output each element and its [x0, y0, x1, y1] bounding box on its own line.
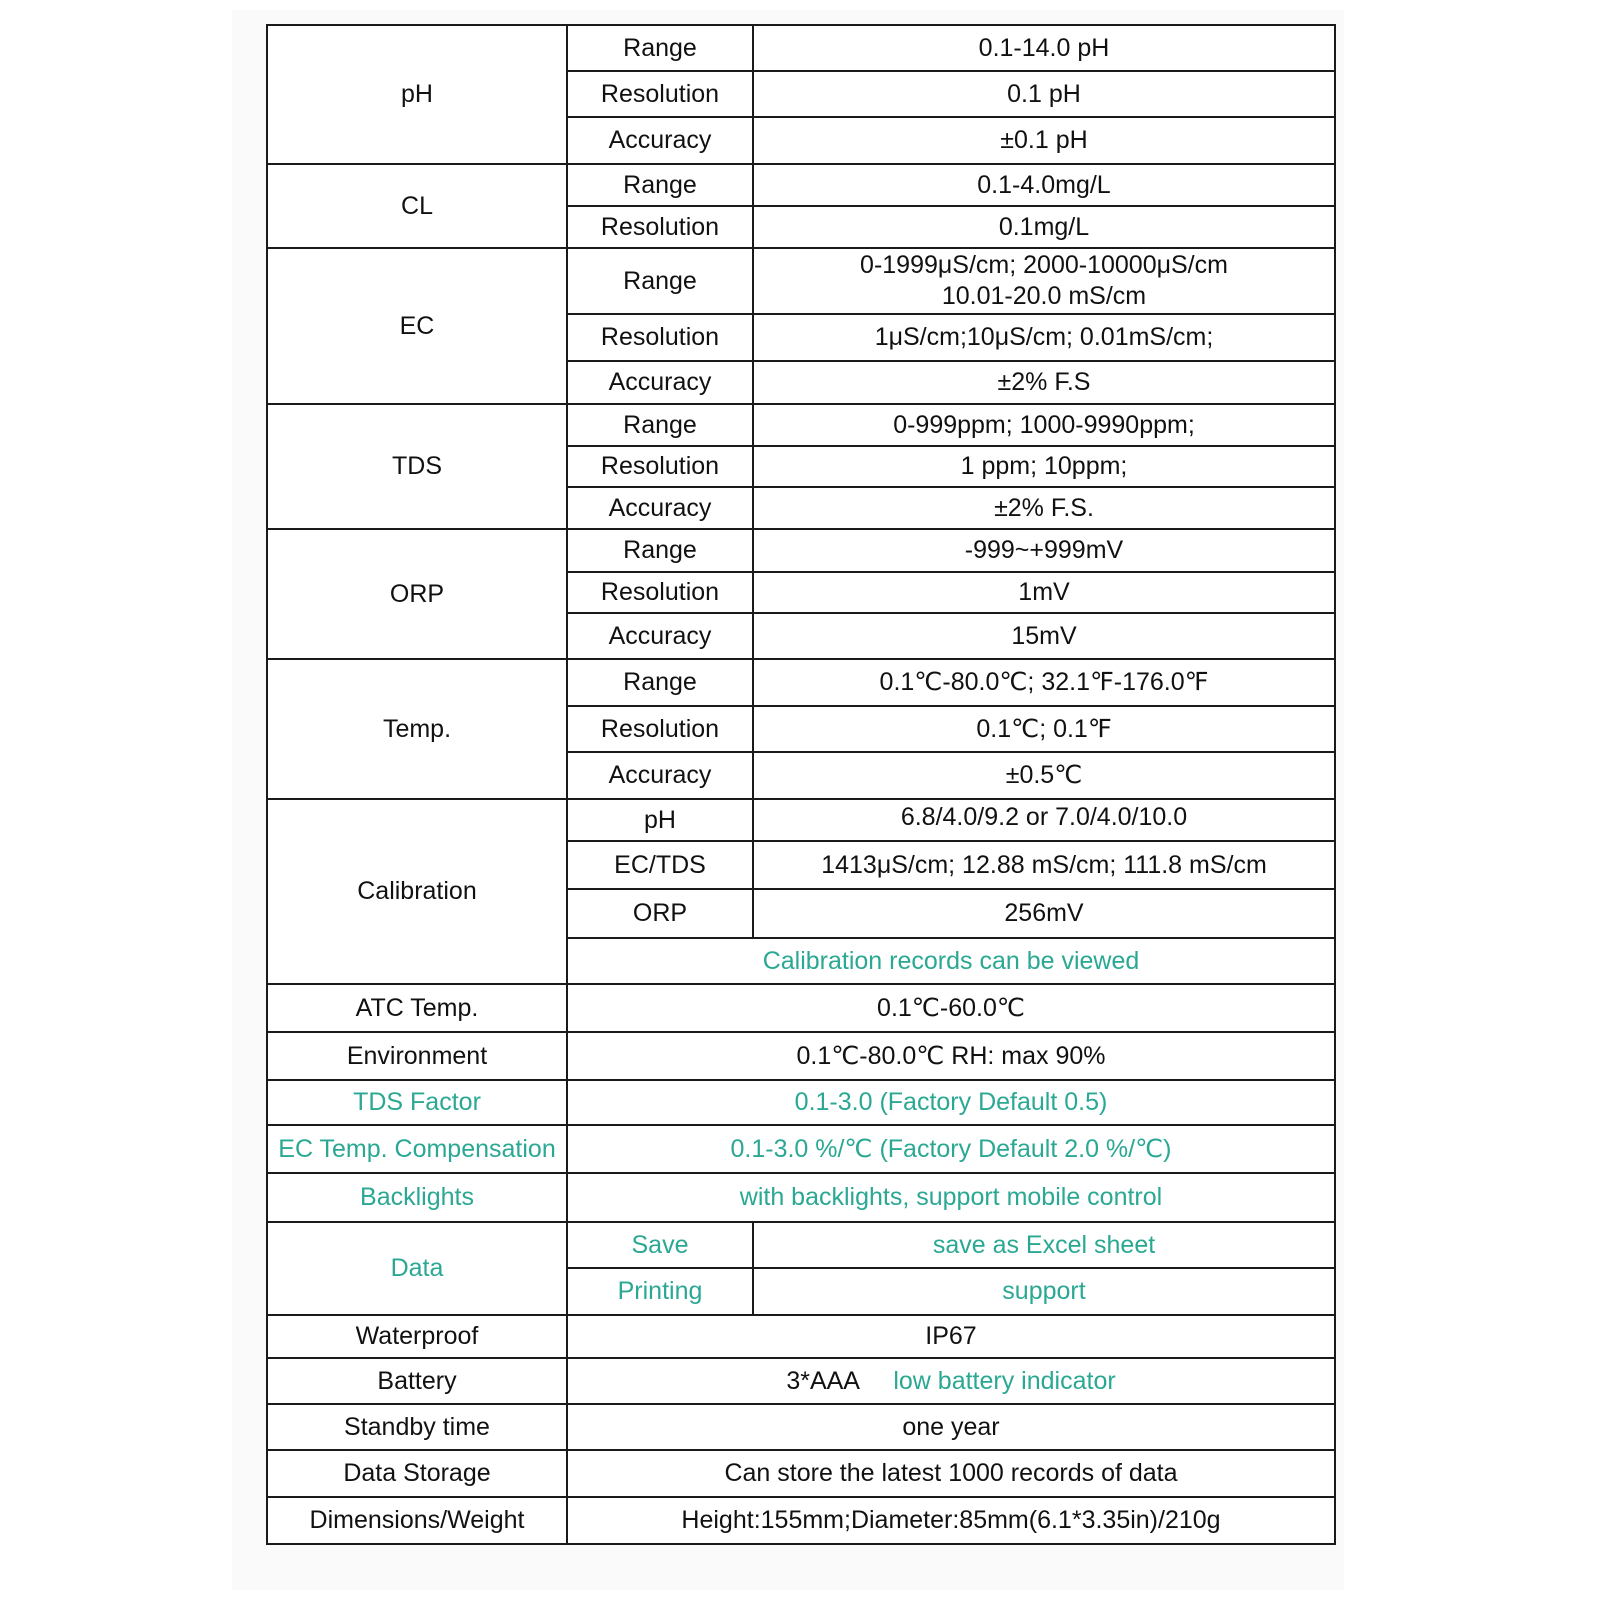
value-cell: 0-999ppm; 1000-9990ppm;: [753, 404, 1335, 446]
param-cell: Range: [567, 659, 753, 706]
param-cell: Range: [567, 164, 753, 206]
value-cell: Can store the latest 1000 records of data: [567, 1450, 1335, 1497]
param-cell: Range: [567, 25, 753, 71]
value-cell: one year: [567, 1404, 1335, 1450]
value-cell: 1413μS/cm; 12.88 mS/cm; 111.8 mS/cm: [753, 841, 1335, 889]
param-cell: Save: [567, 1222, 753, 1268]
param-cell: Range: [567, 529, 753, 572]
value-cell: 0.1-3.0 (Factory Default 0.5): [567, 1080, 1335, 1125]
table-row: [267, 1315, 1335, 1358]
table-row: [267, 799, 1335, 841]
calibration-note: Calibration records can be viewed: [567, 938, 1335, 984]
value-cell: 1 ppm; 10ppm;: [753, 446, 1335, 487]
param-cell: Resolution: [567, 71, 753, 117]
table-row: [267, 248, 1335, 314]
group-label-temp: Temp.: [267, 659, 567, 799]
value-cell: with backlights, support mobile control: [567, 1173, 1335, 1222]
param-cell: Range: [567, 248, 753, 314]
value-cell: 15mV: [753, 613, 1335, 659]
table-row: [267, 1080, 1335, 1125]
table-row: [267, 1404, 1335, 1450]
group-label-calibration: Calibration: [267, 799, 567, 984]
param-cell: Accuracy: [567, 752, 753, 799]
table-row: [267, 1173, 1335, 1222]
table-row: [267, 984, 1335, 1032]
param-cell: EC/TDS: [567, 841, 753, 889]
param-cell: Resolution: [567, 706, 753, 752]
param-cell: Resolution: [567, 314, 753, 361]
table-row: [267, 1032, 1335, 1080]
param-cell: Accuracy: [567, 487, 753, 529]
row-label: ATC Temp.: [267, 984, 567, 1032]
param-cell: Accuracy: [567, 117, 753, 164]
param-cell: Printing: [567, 1268, 753, 1315]
value-cell: 0.1℃-80.0℃; 32.1℉-176.0℉: [753, 659, 1335, 706]
value-cell-two-line: [753, 248, 1335, 314]
row-label: Backlights: [267, 1173, 567, 1222]
param-cell: pH: [567, 799, 753, 841]
value-cell: -999~+999mV: [753, 529, 1335, 572]
param-cell: Resolution: [567, 446, 753, 487]
value-cell: ±2% F.S: [753, 361, 1335, 404]
table-row: [267, 1497, 1335, 1544]
value-cell: 0.1mg/L: [753, 206, 1335, 248]
param-cell: ORP: [567, 889, 753, 938]
value-cell: ±0.1 pH: [753, 117, 1335, 164]
table-row: [267, 529, 1335, 572]
param-cell: Range: [567, 404, 753, 446]
spec-table: [266, 24, 1336, 1545]
value-cell: 6.8/4.0/9.2 or 7.0/4.0/10.0: [753, 799, 1335, 841]
value-cell: Height:155mm;Diameter:85mm(6.1*3.35in)/210g: [567, 1497, 1335, 1544]
value-cell: 1mV: [753, 572, 1335, 613]
table-row: [267, 1450, 1335, 1497]
row-label: Dimensions/Weight: [267, 1497, 567, 1544]
value-cell: ±2% F.S.: [753, 487, 1335, 529]
battery-indicator-note: low battery indicator: [893, 1366, 1116, 1395]
value-cell: 0.1-4.0mg/L: [753, 164, 1335, 206]
param-cell: Accuracy: [567, 613, 753, 659]
value-line: 0-1999μS/cm; 2000-10000μS/cm: [860, 251, 1228, 279]
value-cell: 0.1 pH: [753, 71, 1335, 117]
row-label: EC Temp. Compensation: [267, 1125, 567, 1173]
value-cell: 0.1-3.0 %/℃ (Factory Default 2.0 %/℃): [567, 1125, 1335, 1173]
row-label: Data Storage: [267, 1450, 567, 1497]
value-cell: 1μS/cm;10μS/cm; 0.01mS/cm;: [753, 314, 1335, 361]
value-cell: 0.1℃-60.0℃: [567, 984, 1335, 1032]
value-cell: save as Excel sheet: [753, 1222, 1335, 1268]
value-cell: ±0.5℃: [753, 752, 1335, 799]
row-label: TDS Factor: [267, 1080, 567, 1125]
row-label: Waterproof: [267, 1315, 567, 1358]
table-row: [267, 1125, 1335, 1173]
table-row: [267, 404, 1335, 446]
row-label: Battery: [267, 1358, 567, 1404]
group-label-orp: ORP: [267, 529, 567, 659]
row-label: Standby time: [267, 1404, 567, 1450]
table-row: [267, 1358, 1335, 1404]
value-cell: IP67: [567, 1315, 1335, 1358]
value-cell: 256mV: [753, 889, 1335, 938]
value-line: 10.01-20.0 mS/cm: [941, 282, 1147, 310]
table-row: [267, 659, 1335, 706]
battery-type: 3*AAA: [786, 1366, 859, 1395]
group-label-data: Data: [267, 1222, 567, 1315]
param-cell: Resolution: [567, 206, 753, 248]
value-cell: 0.1℃-80.0℃ RH: max 90%: [567, 1032, 1335, 1080]
value-cell-battery: [567, 1358, 1335, 1404]
spacer: [866, 1367, 887, 1395]
group-label-ec: EC: [267, 248, 567, 404]
param-cell: Resolution: [567, 572, 753, 613]
param-cell: Accuracy: [567, 361, 753, 404]
row-label: Environment: [267, 1032, 567, 1080]
value-cell: 0.1℃; 0.1℉: [753, 706, 1335, 752]
table-row: [267, 164, 1335, 206]
group-label-ph: pH: [267, 25, 567, 164]
value-cell: support: [753, 1268, 1335, 1315]
table-row: [267, 25, 1335, 71]
value-cell: 0.1-14.0 pH: [753, 25, 1335, 71]
group-label-cl: CL: [267, 164, 567, 248]
group-label-tds: TDS: [267, 404, 567, 529]
table-row: [267, 1222, 1335, 1268]
